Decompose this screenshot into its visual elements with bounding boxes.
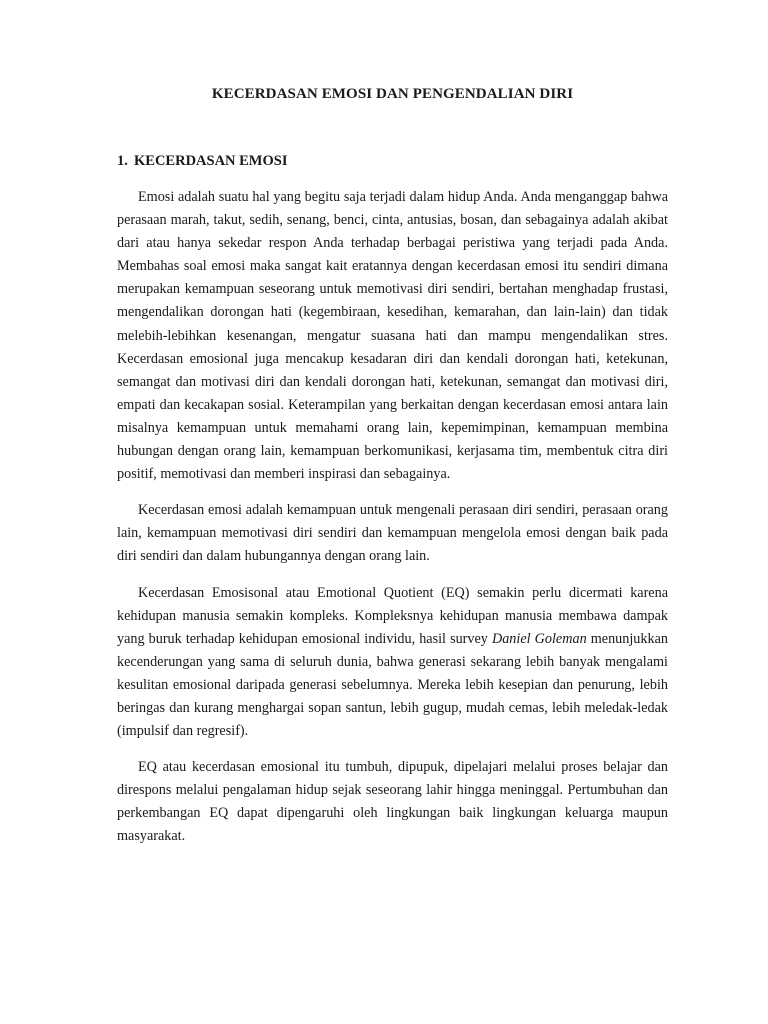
document-title: KECERDASAN EMOSI DAN PENGENDALIAN DIRI [211, 86, 574, 102]
paragraph-3-text-start: Kecerdasan Emosisonal atau Emotional Quotient (EQ) semakin perlu dicermati karena kehidupan manusia semakin kompleks. Kompleksnya kehidupan manusia membawa dampak yang buruk terhadap kehidupan emosional individu, hasil survey [117, 584, 668, 647]
author-name: Daniel Goleman [491, 630, 587, 647]
section-title: KECERDASAN EMOSI [134, 153, 288, 169]
paragraph-3-text-end: menunjukkan kecenderungan yang sama di seluruh dunia, bahwa generasi sekarang lebih banyak mengalami kesulitan emosional daripada generasi sebelumnya. Mereka lebih kesepian dan penurung, lebih beringas dan kurang menghargai sopan santun, lebih gugup, mudah cemas, lebih meledak-ledak (impulsif dan regresif). [117, 630, 668, 740]
section-heading [117, 153, 668, 170]
paragraph-2: Kecerdasan emosi adalah kemampuan untuk mengenali perasaan diri sendiri, perasaan orang lain, kemampuan memotivasi diri sendiri dan kemampuan mengelola emosi dengan baik pada diri sendiri dan dalam hubungannya dengan orang lain. [117, 502, 668, 565]
paragraph-4: EQ atau kecerdasan emosional itu tumbuh, dipupuk, dipelajari melalui proses belajar dan direspons melalui pengalaman hidup sejak seseorang lahir hingga meninggal. Pertumbuhan dan perkembangan EQ dapat dipengaruhi oleh lingkungan baik lingkungan keluarga maupun masyarakat. [117, 759, 668, 845]
section-number: 1. [117, 153, 128, 169]
paragraph-1: Emosi adalah suatu hal yang begitu saja terjadi dalam hidup Anda. Anda menganggap bahwa perasaan marah, takut, sedih, senang, benci, cinta, antusias, bosan, dan sebagainya adalah akibat dari atau hanya sekedar respon Anda terhadap berbagai peristiwa yang terjadi pada Anda. Membahas soal emosi maka sangat kait eratannya dengan kecerdasan emosi itu sendiri dimana merupakan kemampuan seseorang untuk memotivasi diri sendiri, bertahan menghadap frustasi, mengendalikan dorongan hati (kegembiraan, kesedihan, kemarahan, dan lain-lain) dan tidak melebih-lebihkan kesenangan, mengatur suasana hati dan mampu mengendalikan stres. Kecerdasan emosional juga mencakup kesadaran diri dan kendali dorongan hati, ketekunan, semangat dan motivasi diri dan kendali dorongan hati, ketekunan, semangat dan motivasi diri, empati dan kecakapan sosial. Keterampilan yang berkaitan dengan kecerdasan emosi antara lain misalnya kemampuan untuk memahami orang lain, kepemimpinan, kemampuan membina hubungan dengan orang lain, kemampuan berkomunikasi, kerjasama tim, membentuk citra diri positif, memotivasi dan memberi inspirasi dan sebagainya. [117, 189, 668, 483]
paragraph-3 [117, 582, 668, 744]
